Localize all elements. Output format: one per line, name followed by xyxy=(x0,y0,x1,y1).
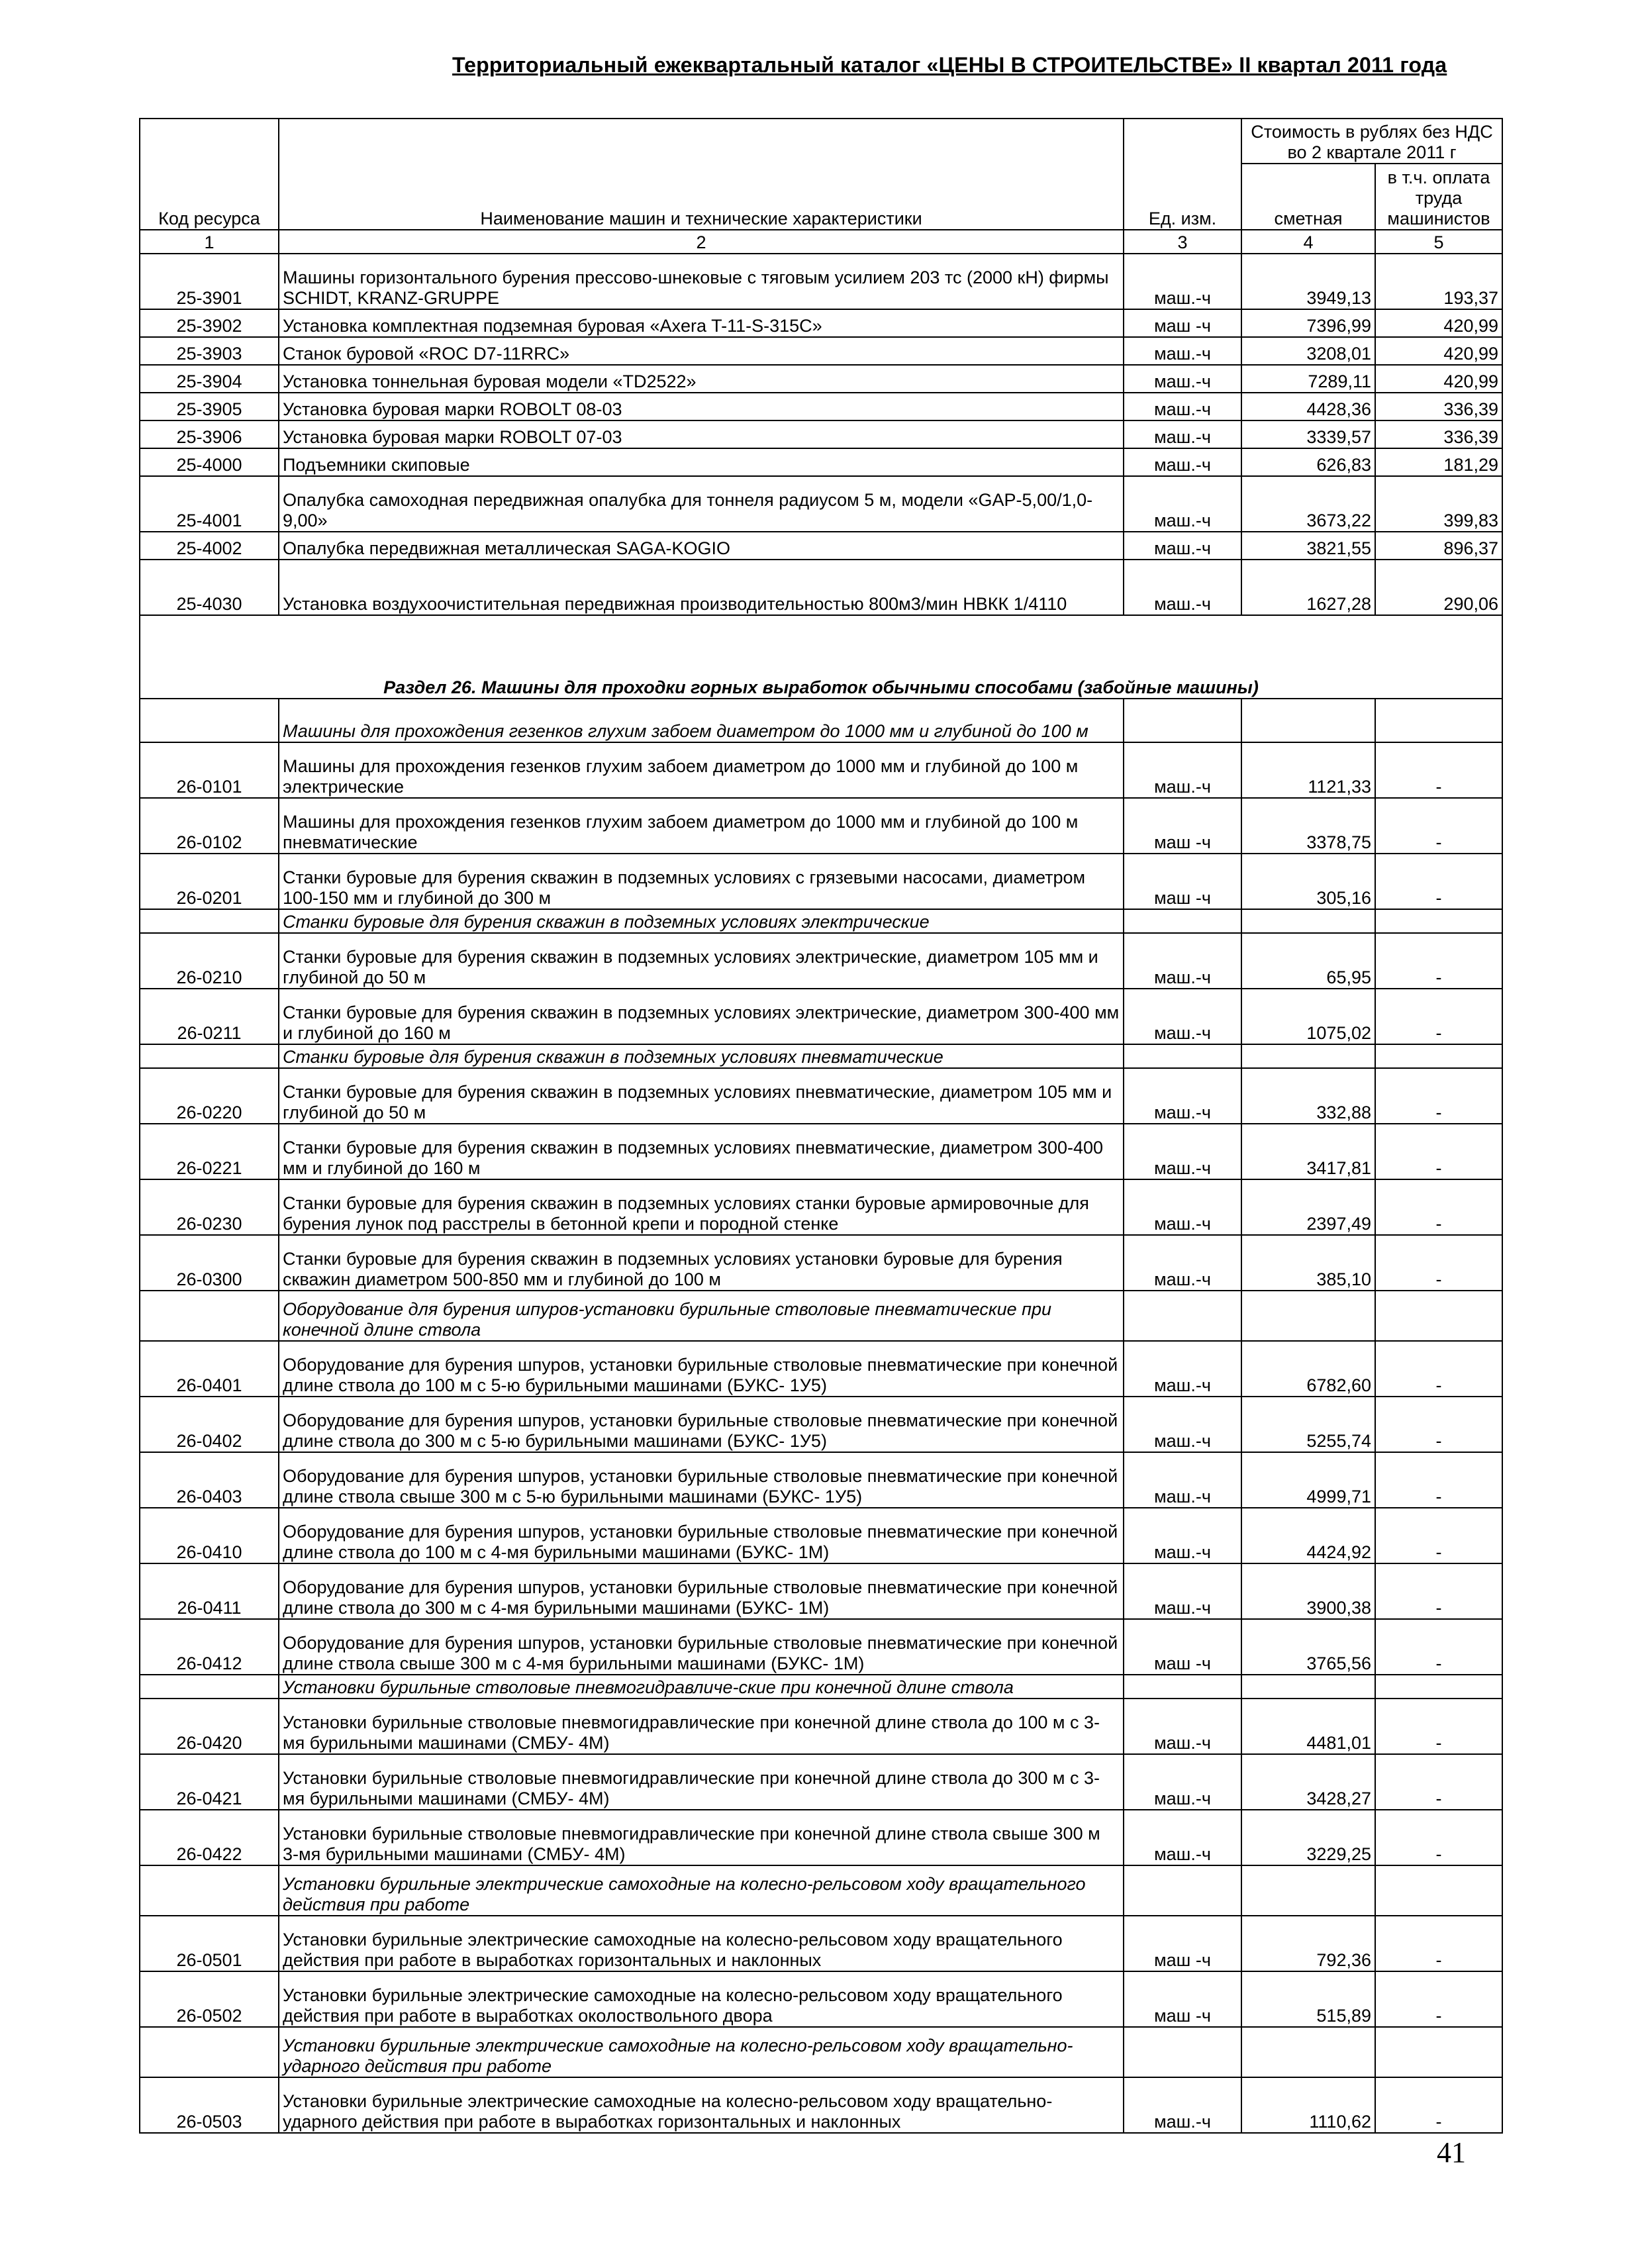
table-row xyxy=(140,1916,1502,1971)
labor-cost-cell: 290,06 xyxy=(1375,560,1502,615)
unit-cell xyxy=(1124,1865,1241,1916)
subgroup-row xyxy=(140,699,1502,742)
table-row xyxy=(140,1068,1502,1124)
subgroup-row xyxy=(140,1865,1502,1916)
cost-cell: 6782,60 xyxy=(1241,1341,1375,1397)
resource-code-cell: 26-0421 xyxy=(140,1754,279,1810)
subgroup-name-cell: Установки бурильные стволовые пневмогидравличе-ские при конечной длине ствола xyxy=(279,1675,1124,1699)
table-row xyxy=(140,798,1502,854)
resource-code-cell: 26-0211 xyxy=(140,989,279,1044)
unit-cell: маш.-ч xyxy=(1124,1754,1241,1810)
labor-cost-cell: 336,39 xyxy=(1375,393,1502,420)
labor-cost-cell: - xyxy=(1375,933,1502,989)
table-row xyxy=(140,1508,1502,1563)
resource-code-cell: 26-0411 xyxy=(140,1563,279,1619)
unit-cell: маш.-ч xyxy=(1124,1810,1241,1865)
machine-name-cell: Установка тоннельная буровая модели «TD2522» xyxy=(279,365,1124,393)
table-row xyxy=(140,476,1502,532)
labor-cost-cell: - xyxy=(1375,1179,1502,1235)
resource-code-cell: 26-0420 xyxy=(140,1699,279,1754)
unit-cell xyxy=(1124,699,1241,742)
resource-code-cell: 26-0300 xyxy=(140,1235,279,1291)
resource-code-cell: 25-4002 xyxy=(140,532,279,560)
labor-cost-cell: - xyxy=(1375,1508,1502,1563)
cost-cell: 3821,55 xyxy=(1241,532,1375,560)
unit-cell: маш.-ч xyxy=(1124,560,1241,615)
subgroup-name-cell: Оборудование для бурения шпуров-установки бурильные стволовые пневматические при конечной длине ствола xyxy=(279,1291,1124,1341)
machine-name-cell: Установка буровая марки ROBOLT 07-03 xyxy=(279,420,1124,448)
labor-cost-cell: 336,39 xyxy=(1375,420,1502,448)
cost-cell: 3673,22 xyxy=(1241,476,1375,532)
unit-cell xyxy=(1124,1675,1241,1699)
machine-name-cell: Оборудование для бурения шпуров, установки бурильные стволовые пневматические при конечной длине ствола до 100 м с 4-мя бурильными машинами (БУКС- 1М) xyxy=(279,1508,1124,1563)
resource-code-cell: 25-4030 xyxy=(140,560,279,615)
resource-code-cell: 26-0201 xyxy=(140,854,279,909)
table-row xyxy=(140,1971,1502,2027)
labor-cost-cell: - xyxy=(1375,1699,1502,1754)
labor-cost-cell: - xyxy=(1375,1810,1502,1865)
machine-name-cell: Опалубка передвижная металлическая SAGA-KOGIO xyxy=(279,532,1124,560)
unit-cell: маш -ч xyxy=(1124,854,1241,909)
resource-code-cell xyxy=(140,1865,279,1916)
table-row xyxy=(140,742,1502,798)
labor-cost-cell xyxy=(1375,1044,1502,1068)
labor-cost-cell: - xyxy=(1375,742,1502,798)
machine-name-cell: Оборудование для бурения шпуров, установки бурильные стволовые пневматические при конечной длине ствола до 300 м с 4-мя бурильными машинами (БУКС- 1М) xyxy=(279,1563,1124,1619)
page-header-title: Территориальный ежеквартальный каталог «ЦЕНЫ В СТРОИТЕЛЬСТВЕ» II квартал 2011 года xyxy=(452,53,1447,77)
table-row xyxy=(140,1235,1502,1291)
labor-cost-cell xyxy=(1375,1675,1502,1699)
cost-cell: 3765,56 xyxy=(1241,1619,1375,1675)
resource-code-cell: 26-0501 xyxy=(140,1916,279,1971)
unit-cell: маш.-ч xyxy=(1124,2077,1241,2133)
labor-cost-cell: - xyxy=(1375,1397,1502,1452)
table-row xyxy=(140,1619,1502,1675)
labor-cost-cell: - xyxy=(1375,1916,1502,1971)
unit-cell: маш.-ч xyxy=(1124,1235,1241,1291)
resource-code-cell: 26-0503 xyxy=(140,2077,279,2133)
table-row xyxy=(140,1452,1502,1508)
unit-cell: маш.-ч xyxy=(1124,532,1241,560)
table-row xyxy=(140,1397,1502,1452)
unit-cell: маш.-ч xyxy=(1124,393,1241,420)
unit-cell: маш.-ч xyxy=(1124,1508,1241,1563)
machine-name-cell: Машины для прохождения гезенков глухим забоем диаметром до 1000 мм и глубиной до 100 м пневматические xyxy=(279,798,1124,854)
cost-cell xyxy=(1241,1044,1375,1068)
header-code: Код ресурса xyxy=(140,119,279,230)
labor-cost-cell: 896,37 xyxy=(1375,532,1502,560)
resource-code-cell: 26-0210 xyxy=(140,933,279,989)
resource-code-cell: 25-3905 xyxy=(140,393,279,420)
cost-cell xyxy=(1241,699,1375,742)
resource-code-cell: 26-0220 xyxy=(140,1068,279,1124)
subgroup-row xyxy=(140,1675,1502,1699)
cost-cell: 332,88 xyxy=(1241,1068,1375,1124)
unit-cell: маш -ч xyxy=(1124,1971,1241,2027)
cost-cell: 3229,25 xyxy=(1241,1810,1375,1865)
labor-cost-cell: - xyxy=(1375,1619,1502,1675)
unit-cell: маш -ч xyxy=(1124,798,1241,854)
machine-name-cell: Оборудование для бурения шпуров, установки бурильные стволовые пневматические при конечной длине ствола свыше 300 м с 4-мя бурильными машинами (БУКС- 1М) xyxy=(279,1619,1124,1675)
table-row xyxy=(140,365,1502,393)
cost-cell: 305,16 xyxy=(1241,854,1375,909)
table-row xyxy=(140,393,1502,420)
unit-cell: маш.-ч xyxy=(1124,448,1241,476)
subgroup-name-cell: Машины для прохождения гезенков глухим забоем диаметром до 1000 мм и глубиной до 100 м xyxy=(279,699,1124,742)
labor-cost-cell xyxy=(1375,1291,1502,1341)
unit-cell: маш.-ч xyxy=(1124,420,1241,448)
resource-code-cell: 26-0502 xyxy=(140,1971,279,2027)
table-row xyxy=(140,448,1502,476)
col-number-4: 4 xyxy=(1241,230,1375,254)
unit-cell: маш.-ч xyxy=(1124,933,1241,989)
unit-cell: маш.-ч xyxy=(1124,1341,1241,1397)
unit-cell: маш.-ч xyxy=(1124,337,1241,365)
unit-cell: маш -ч xyxy=(1124,1916,1241,1971)
resource-code-cell: 26-0221 xyxy=(140,1124,279,1179)
table-row xyxy=(140,1563,1502,1619)
col-number-2: 2 xyxy=(279,230,1124,254)
table-row xyxy=(140,933,1502,989)
machine-name-cell: Машины для прохождения гезенков глухим забоем диаметром до 1000 мм и глубиной до 100 м электрические xyxy=(279,742,1124,798)
machine-name-cell: Станок буровой «ROC D7-11RRC» xyxy=(279,337,1124,365)
resource-code-cell: 25-3904 xyxy=(140,365,279,393)
section-title: Раздел 26. Машины для проходки горных выработок обычными способами (забойные машины) xyxy=(140,615,1502,699)
unit-cell xyxy=(1124,1291,1241,1341)
subgroup-row xyxy=(140,1291,1502,1341)
machine-name-cell: Станки буровые для бурения скважин в подземных условиях пневматические, диаметром 105 мм и глубиной до 50 м xyxy=(279,1068,1124,1124)
cost-cell: 792,36 xyxy=(1241,1916,1375,1971)
labor-cost-cell: - xyxy=(1375,1563,1502,1619)
subgroup-row xyxy=(140,2027,1502,2077)
unit-cell: маш.-ч xyxy=(1124,1179,1241,1235)
unit-cell: маш.-ч xyxy=(1124,1699,1241,1754)
machine-name-cell: Оборудование для бурения шпуров, установки бурильные стволовые пневматические при конечной длине ствола свыше 300 м с 5-ю бурильными машинами (БУКС- 1У5) xyxy=(279,1452,1124,1508)
subgroup-name-cell: Станки буровые для бурения скважин в подземных условиях электрические xyxy=(279,909,1124,933)
unit-cell: маш.-ч xyxy=(1124,1563,1241,1619)
cost-cell: 1121,33 xyxy=(1241,742,1375,798)
cost-cell: 3417,81 xyxy=(1241,1124,1375,1179)
cost-cell: 1075,02 xyxy=(1241,989,1375,1044)
labor-cost-cell: 420,99 xyxy=(1375,309,1502,337)
cost-cell: 3428,27 xyxy=(1241,1754,1375,1810)
machine-name-cell: Установка буровая марки ROBOLT 08-03 xyxy=(279,393,1124,420)
labor-cost-cell: 420,99 xyxy=(1375,365,1502,393)
labor-cost-cell: - xyxy=(1375,989,1502,1044)
machine-name-cell: Станки буровые для бурения скважин в подземных условиях с грязевыми насосами, диаметром 100-150 мм и глубиной до 300 м xyxy=(279,854,1124,909)
resource-code-cell: 26-0402 xyxy=(140,1397,279,1452)
table-row xyxy=(140,560,1502,615)
resource-code-cell: 25-3903 xyxy=(140,337,279,365)
col-number-5: 5 xyxy=(1375,230,1502,254)
machine-name-cell: Станки буровые для бурения скважин в подземных условиях пневматические, диаметром 300-400 мм и глубиной до 160 м xyxy=(279,1124,1124,1179)
header-name: Наименование машин и технические характеристики xyxy=(279,119,1124,230)
cost-cell: 7396,99 xyxy=(1241,309,1375,337)
unit-cell: маш.-ч xyxy=(1124,365,1241,393)
labor-cost-cell: - xyxy=(1375,1341,1502,1397)
labor-cost-cell: - xyxy=(1375,1124,1502,1179)
labor-cost-cell: - xyxy=(1375,1754,1502,1810)
resource-code-cell xyxy=(140,909,279,933)
cost-cell: 3949,13 xyxy=(1241,254,1375,309)
machine-name-cell: Станки буровые для бурения скважин в подземных условиях установки буровые для бурения скважин диаметром 500-850 мм и глубиной до 100 м xyxy=(279,1235,1124,1291)
labor-cost-cell: - xyxy=(1375,1971,1502,2027)
unit-cell xyxy=(1124,1044,1241,1068)
cost-cell: 385,10 xyxy=(1241,1235,1375,1291)
unit-cell: маш -ч xyxy=(1124,1619,1241,1675)
header-labor: в т.ч. оплата труда машинистов xyxy=(1375,164,1502,230)
resource-code-cell xyxy=(140,1044,279,1068)
table-row xyxy=(140,1341,1502,1397)
cost-cell: 1627,28 xyxy=(1241,560,1375,615)
table-row xyxy=(140,1754,1502,1810)
labor-cost-cell: - xyxy=(1375,2077,1502,2133)
cost-cell: 3900,38 xyxy=(1241,1563,1375,1619)
resource-code-cell: 26-0403 xyxy=(140,1452,279,1508)
resource-code-cell: 26-0401 xyxy=(140,1341,279,1397)
labor-cost-cell: - xyxy=(1375,798,1502,854)
unit-cell: маш.-ч xyxy=(1124,1397,1241,1452)
unit-cell: маш.-ч xyxy=(1124,1124,1241,1179)
cost-cell: 2397,49 xyxy=(1241,1179,1375,1235)
resource-code-cell: 25-3901 xyxy=(140,254,279,309)
cost-cell: 3378,75 xyxy=(1241,798,1375,854)
resource-code-cell: 26-0422 xyxy=(140,1810,279,1865)
machine-name-cell: Установки бурильные электрические самоходные на колесно-рельсовом ходу вращательно-ударного действия при работе в выработках горизонтальных и наклонных xyxy=(279,2077,1124,2133)
labor-cost-cell: 181,29 xyxy=(1375,448,1502,476)
machine-name-cell: Установки бурильные электрические самоходные на колесно-рельсовом ходу вращательного действия при работе в выработках горизонтальных и наклонных xyxy=(279,1916,1124,1971)
unit-cell: маш -ч xyxy=(1124,309,1241,337)
machine-name-cell: Установки бурильные стволовые пневмогидравлические при конечной длине ствола до 300 м с 3-мя бурильными машинами (СМБУ- 4М) xyxy=(279,1754,1124,1810)
table-row xyxy=(140,1699,1502,1754)
cost-cell: 626,83 xyxy=(1241,448,1375,476)
unit-cell xyxy=(1124,909,1241,933)
unit-cell: маш.-ч xyxy=(1124,254,1241,309)
unit-cell: маш.-ч xyxy=(1124,742,1241,798)
subgroup-row xyxy=(140,1044,1502,1068)
cost-cell xyxy=(1241,1865,1375,1916)
table-row xyxy=(140,1124,1502,1179)
table-row xyxy=(140,1179,1502,1235)
unit-cell: маш.-ч xyxy=(1124,1068,1241,1124)
table-row xyxy=(140,337,1502,365)
cost-cell xyxy=(1241,909,1375,933)
resource-code-cell: 26-0410 xyxy=(140,1508,279,1563)
subgroup-name-cell: Станки буровые для бурения скважин в подземных условиях пневматические xyxy=(279,1044,1124,1068)
cost-cell: 3339,57 xyxy=(1241,420,1375,448)
cost-cell xyxy=(1241,2027,1375,2077)
column-number-row xyxy=(140,230,1502,254)
unit-cell: маш.-ч xyxy=(1124,476,1241,532)
table-row xyxy=(140,532,1502,560)
resource-code-cell xyxy=(140,1291,279,1341)
labor-cost-cell: 193,37 xyxy=(1375,254,1502,309)
cost-cell: 4424,92 xyxy=(1241,1508,1375,1563)
machine-name-cell: Установка комплектная подземная буровая «Axera T-11-S-315C» xyxy=(279,309,1124,337)
subgroup-row xyxy=(140,909,1502,933)
section-row xyxy=(140,615,1502,699)
price-catalog-table xyxy=(139,118,1503,2134)
col-number-1: 1 xyxy=(140,230,279,254)
table-row xyxy=(140,2077,1502,2133)
unit-cell: маш.-ч xyxy=(1124,989,1241,1044)
page-number: 41 xyxy=(1437,2136,1466,2169)
resource-code-cell: 26-0101 xyxy=(140,742,279,798)
resource-code-cell: 26-0102 xyxy=(140,798,279,854)
labor-cost-cell xyxy=(1375,1865,1502,1916)
machine-name-cell: Установки бурильные электрические самоходные на колесно-рельсовом ходу вращательного действия при работе в выработках околоствольного двора xyxy=(279,1971,1124,2027)
cost-cell: 65,95 xyxy=(1241,933,1375,989)
header-unit: Ед. изм. xyxy=(1124,119,1241,230)
cost-cell: 515,89 xyxy=(1241,1971,1375,2027)
table-row xyxy=(140,420,1502,448)
cost-cell: 4481,01 xyxy=(1241,1699,1375,1754)
labor-cost-cell: 399,83 xyxy=(1375,476,1502,532)
unit-cell xyxy=(1124,2027,1241,2077)
cost-cell: 7289,11 xyxy=(1241,365,1375,393)
unit-cell: маш.-ч xyxy=(1124,1452,1241,1508)
labor-cost-cell: - xyxy=(1375,1068,1502,1124)
resource-code-cell: 26-0412 xyxy=(140,1619,279,1675)
machine-name-cell: Оборудование для бурения шпуров, установки бурильные стволовые пневматические при конечной длине ствола до 100 м с 5-ю бурильными машинами (БУКС- 1У5) xyxy=(279,1341,1124,1397)
cost-cell: 1110,62 xyxy=(1241,2077,1375,2133)
table-row xyxy=(140,854,1502,909)
cost-cell: 4999,71 xyxy=(1241,1452,1375,1508)
machine-name-cell: Подъемники скиповые xyxy=(279,448,1124,476)
labor-cost-cell: - xyxy=(1375,1452,1502,1508)
header-estimated: сметная xyxy=(1241,164,1375,230)
machine-name-cell: Установка воздухоочистительная передвижная производительностью 800м3/мин НВКК 1/4110 xyxy=(279,560,1124,615)
resource-code-cell xyxy=(140,2027,279,2077)
machine-name-cell: Опалубка самоходная передвижная опалубка для тоннеля радиусом 5 м, модели «GAP-5,00/1,0-9,00» xyxy=(279,476,1124,532)
table-row xyxy=(140,254,1502,309)
machine-name-cell: Станки буровые для бурения скважин в подземных условиях электрические, диаметром 105 мм и глубиной до 50 м xyxy=(279,933,1124,989)
labor-cost-cell: - xyxy=(1375,1235,1502,1291)
cost-cell: 3208,01 xyxy=(1241,337,1375,365)
labor-cost-cell xyxy=(1375,909,1502,933)
resource-code-cell: 25-3906 xyxy=(140,420,279,448)
cost-cell xyxy=(1241,1291,1375,1341)
header-cost-group: Стоимость в рублях без НДС во 2 квартале 2011 г xyxy=(1241,119,1502,164)
subgroup-name-cell: Установки бурильные электрические самоходные на колесно-рельсовом ходу вращательного действия при работе xyxy=(279,1865,1124,1916)
cost-cell: 5255,74 xyxy=(1241,1397,1375,1452)
labor-cost-cell: 420,99 xyxy=(1375,337,1502,365)
machine-name-cell: Машины горизонтального бурения прессово-шнековые с тяговым усилием 203 тс (2000 кН) фирмы SCHIDT, KRANZ-GRUPPE xyxy=(279,254,1124,309)
resource-code-cell: 26-0230 xyxy=(140,1179,279,1235)
header-row-1 xyxy=(140,119,1502,164)
machine-name-cell: Установки бурильные стволовые пневмогидравлические при конечной длине ствола свыше 300 м 3-мя бурильными машинами (СМБУ- 4М) xyxy=(279,1810,1124,1865)
machine-name-cell: Оборудование для бурения шпуров, установки бурильные стволовые пневматические при конечной длине ствола до 300 м с 5-ю бурильными машинами (БУКС- 1У5) xyxy=(279,1397,1124,1452)
machine-name-cell: Станки буровые для бурения скважин в подземных условиях станки буровые армировочные для бурения лунок под расстрелы в бетонной крепи и породной стенке xyxy=(279,1179,1124,1235)
labor-cost-cell xyxy=(1375,2027,1502,2077)
resource-code-cell: 25-4001 xyxy=(140,476,279,532)
col-number-3: 3 xyxy=(1124,230,1241,254)
resource-code-cell: 25-4000 xyxy=(140,448,279,476)
cost-cell xyxy=(1241,1675,1375,1699)
table-row xyxy=(140,309,1502,337)
machine-name-cell: Установки бурильные стволовые пневмогидравлические при конечной длине ствола до 100 м с 3-мя бурильными машинами (СМБУ- 4М) xyxy=(279,1699,1124,1754)
table-row xyxy=(140,989,1502,1044)
labor-cost-cell: - xyxy=(1375,854,1502,909)
table-row xyxy=(140,1810,1502,1865)
resource-code-cell xyxy=(140,699,279,742)
resource-code-cell: 25-3902 xyxy=(140,309,279,337)
machine-name-cell: Станки буровые для бурения скважин в подземных условиях электрические, диаметром 300-400 мм и глубиной до 160 м xyxy=(279,989,1124,1044)
subgroup-name-cell: Установки бурильные электрические самоходные на колесно-рельсовом ходу вращательно-ударного действия при работе xyxy=(279,2027,1124,2077)
resource-code-cell xyxy=(140,1675,279,1699)
cost-cell: 4428,36 xyxy=(1241,393,1375,420)
labor-cost-cell xyxy=(1375,699,1502,742)
